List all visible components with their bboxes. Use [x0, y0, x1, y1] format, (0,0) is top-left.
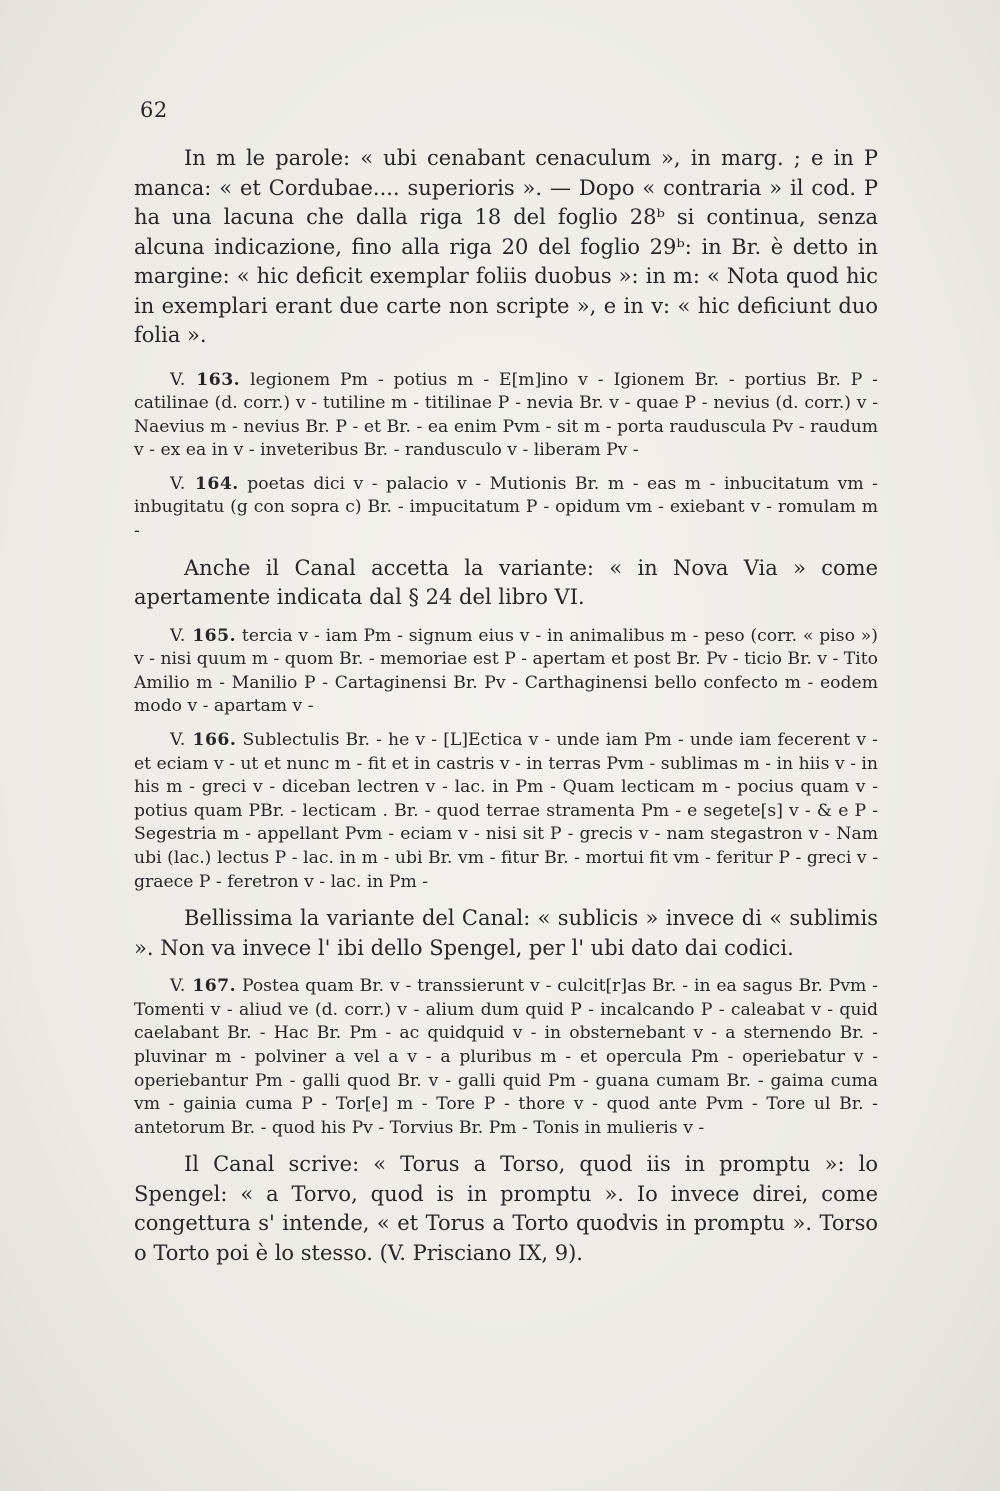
verse-number: 164. [194, 473, 239, 494]
variant-text: Sublectulis Br. - he v - [L]Ectica v - unde iam Pm - unde iam fecerent v - et eciam v - ut et nunc m - fit et in castris v - in terras Pvm - sublimas m - in hiis v - in his m - greci v - diceban lectren v - lac. in Pm - Quam lecticam m - pocius quam v - potius quam PBr. - lecticam . Br. - quod terrae stramenta Pm - e segete[s] v - & e P - Segestria m - appellant Pvm - eciam v - nisi sit P - grecis v - nam stegastron v - Nam ubi (lac.) lectus P - lac. in m - ubi Br. vm - fitur Br. - mortui fit vm - feritur P - greci v - graece P - feretron v - lac. in Pm - [134, 730, 878, 892]
page-number: 62 [140, 98, 168, 122]
variant-note-166 [134, 729, 878, 894]
verse-number: 165. [192, 625, 237, 646]
variant-text: legionem Pm - potius m - E[m]ino v - Igionem Br. - portius Br. P - catilinae (d. corr.) v - tutiline m - titilinae P - nevia Br. v - quae P - nevius (d. corr.) v - Naevius m - nevius Br. P - et Br. - ea enim Pvm - sit m - porta rauduscula Pv - raudum v - ex ea in v - inveteribus Br. - randusculo v - liberam Pv - [134, 369, 878, 461]
page-body [134, 144, 878, 1274]
variant-note-163 [134, 369, 878, 463]
verse-label: V. 165. [170, 625, 237, 646]
variant-note-165 [134, 625, 878, 719]
commentary-paragraph: Anche il Canal accetta la variante: « in Nova Via » come apertamente indicata dal § 24 del libro VI. [134, 555, 878, 610]
verse-label: V. 166. [170, 730, 237, 751]
variant-note-167 [134, 975, 878, 1140]
commentary-paragraph: In m le parole: « ubi cenabant cenaculum », in marg. ; e in P manca: « et Cordubae.... superioris ». — Dopo « contraria » il cod. P ha una lacuna che dalla riga 18 del foglio 28ᵇ si continua, senza alcuna indicazione, fino alla riga 20 del foglio 29ᵇ: in Br. è detto in margine: « hic deficit exemplar foliis duobus »: in m: « Nota quod hic in exemplari erant due carte non scripte », e in v: « hic deficiunt duo folia ». [134, 146, 878, 347]
variant-text: tercia v - iam Pm - signum eius v - in animalibus m - peso (corr. « piso ») v - nisi quum m - quom Br. - memoriae est P - apertam et post Br. Pv - ticio Br. v - Tito Amilio m - Manilio P - Cartaginensi Br. Pv - Carthaginensi bello confecto m - eodem modo v - apartam v - [134, 625, 878, 717]
verse-number: 163. [196, 369, 241, 390]
variant-text: poetas dici v - palacio v - Mutionis Br. m - eas m - inbucitatum vm - inbugitatu (g con sopra c) Br. - impucitatum P - opidum vm - exiebant v - romulam m - [134, 473, 878, 542]
commentary-paragraph: Bellissima la variante del Canal: « sublicis » invece di « sublimis ». Non va invece l' ibi dello Spengel, per l' ubi dato dai codici. [134, 906, 878, 960]
verse-number: 167. [192, 976, 237, 997]
verse-label: V. 163. [170, 369, 241, 390]
verse-label: V. 164. [170, 473, 239, 494]
variant-note-164 [134, 473, 878, 544]
variant-text: Postea quam Br. v - transsierunt v - culcit[r]as Br. - in ea sagus Br. Pvm - Tomenti v - aliud ve (d. corr.) v - alium dum quid P - incalcando P - caleabat v - quid caelabant Br. - Hac Br. Pm - ac quidquid v - in obsternebant v - a sternendo Br. - pluvinar m - polviner a vel a v - a pluribus m - et opercula Pm - operiebatur v - operiebantur Pm - galli quod Br. v - galli quid Pm - guana cumam Br. - gaima cuma vm - gainia cuma P - Tor[e] m - Tore P - thore v - quod ante Pvm - Tore ul Br. - antetorum Br. - quod his Pv - Torvius Br. Pm - Tonis in mulieris v - [134, 976, 878, 1138]
verse-number: 166. [192, 730, 237, 751]
commentary-paragraph: Il Canal scrive: « Torus a Torso, quod iis in promptu »: lo Spengel: « a Torvo, quod is in promptu ». Io invece direi, come congettura s' intende, « et Torus a Torto quodvis in promptu ». Torso o Torto poi è lo stesso. (V. Prisciano IX, 9). [134, 1152, 878, 1265]
verse-label: V. 167. [170, 976, 237, 997]
